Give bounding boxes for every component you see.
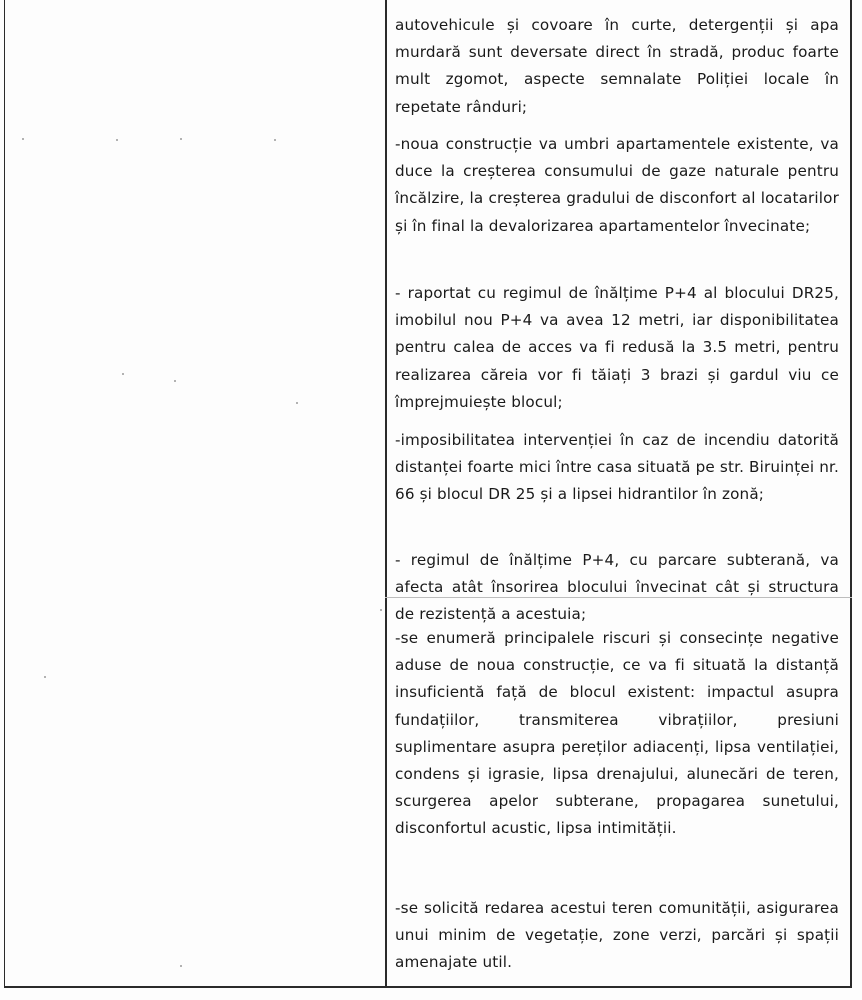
scan-speck xyxy=(116,139,118,141)
paragraph-request: -se solicită redarea acestui teren comunității, asigurarea unui minim de vegetație, zone verzi, parcări și spații amenajate util. xyxy=(395,899,839,972)
scan-speck xyxy=(274,139,276,141)
scan-speck xyxy=(44,676,46,678)
paragraph-height-access: - raportat cu regimul de înălțime P+4 al blocului DR25, imobilul nou P+4 va avea 12 metri, iar disponibilitatea pentru calea de acces va fi redusă la 3.5 metri, pentru realizarea căreia vor fi tăiați 3 brazi și gardul viu ce împrejmuiește blocul; xyxy=(395,284,839,411)
scan-speck xyxy=(380,609,382,611)
scan-speck xyxy=(180,965,182,967)
paragraph-underground-parking: - regimul de înălțime P+4, cu parcare subterană, va afecta atât însorirea blocului învecinat cât și structura de rezistență a acestuia; xyxy=(395,551,839,624)
scan-speck xyxy=(296,402,298,404)
left-table-cell xyxy=(4,0,385,988)
paragraph-fire-intervention: -imposibilitatea intervenției în caz de incendiu datorită distanței foarte mici între casa situată pe str. Biruinței nr. 66 și blocul DR 25 și a lipsei hidrantilor în zonă; xyxy=(395,431,839,504)
paragraph-vehicles-noise: autovehicule și covoare în curte, detergenții și apa murdară sunt deversate direct în stradă, produc foarte mult zgomot, aspecte semnalate Poliției locale în repetate rânduri; xyxy=(395,16,839,116)
scan-speck xyxy=(22,138,24,140)
scan-speck xyxy=(180,138,182,140)
right-table-cell xyxy=(385,0,851,988)
scan-speck xyxy=(122,373,124,375)
scan-speck xyxy=(174,380,176,382)
paragraph-shading: -noua construcție va umbri apartamentele existente, va duce la creșterea consumului de gaze naturale pentru încălzire, la creșterea gradului de disconfort al locatarilor și în final la devalorizarea apartamentelor învecinate; xyxy=(395,135,839,235)
paragraph-risks: -se enumeră principalele riscuri și consecințe negative aduse de noua construcție, ce va fi situată la distanță insuficientă față de blocul existent: impactul asupra fundațiilor, transmiterea vibrațiilor, presiuni suplimentare asupra pereților adiacenți, lipsa ventilației, condens și igrasie, lipsa drenajului, alunecări de teren, scurgerea apelor subterane, propagarea sunetului, disconfortul acustic, lipsa intimității. xyxy=(395,629,839,838)
